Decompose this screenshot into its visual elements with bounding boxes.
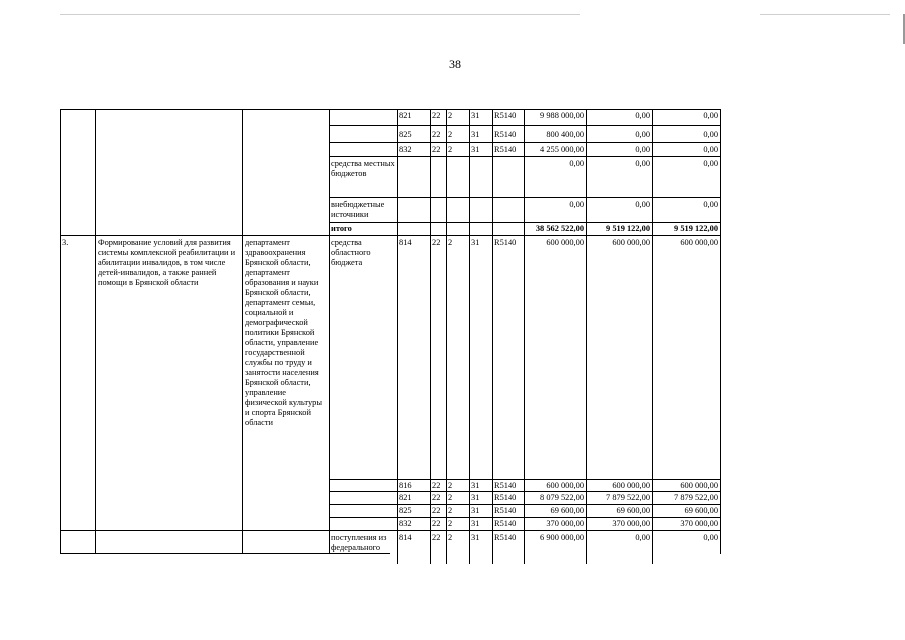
cell-gr: 832 bbox=[399, 145, 412, 154]
cell-value-3: 600 000,00 bbox=[680, 481, 718, 490]
cell-value-2: 0,00 bbox=[635, 200, 650, 209]
cell-value-1: 800 400,00 bbox=[546, 130, 584, 139]
cell-value-2: 600 000,00 bbox=[612, 481, 650, 490]
cell-value-1: 370 000,00 bbox=[546, 519, 584, 528]
cell-cs-part: 31 bbox=[471, 493, 480, 502]
cell-value-1: 0,00 bbox=[569, 200, 584, 209]
cell-value-2: 370 000,00 bbox=[612, 519, 650, 528]
total-label: итого bbox=[331, 224, 352, 233]
cell-value-3: 0,00 bbox=[703, 159, 718, 168]
cell-value-3: 69 600,00 bbox=[684, 506, 718, 515]
cell-cs-part: 31 bbox=[471, 111, 480, 120]
cell-value-3: 0,00 bbox=[703, 111, 718, 120]
cell-rz: 22 bbox=[432, 111, 441, 120]
cell-cs-code: R5140 bbox=[494, 145, 517, 154]
scan-artifact-line bbox=[760, 14, 890, 15]
cell-gr: 814 bbox=[399, 533, 412, 542]
cell-pr: 2 bbox=[448, 481, 453, 490]
total-value-3: 9 519 122,00 bbox=[674, 224, 718, 233]
item-title: Формирование условий для развития системы комплексной реабилитации и абилитации инвалидов, в том числе детей-инвалидов, а также ранней помощи в Брянской области bbox=[98, 238, 236, 287]
cell-pr: 2 bbox=[448, 506, 453, 515]
cell-value-1: 600 000,00 bbox=[546, 238, 584, 247]
cell-pr: 2 bbox=[448, 493, 453, 502]
cell-value-3: 0,00 bbox=[703, 200, 718, 209]
cell-cs-code: R5140 bbox=[494, 481, 517, 490]
cell-value-1: 600 000,00 bbox=[546, 481, 584, 490]
cell-gr: 821 bbox=[399, 111, 412, 120]
cell-rz: 22 bbox=[432, 481, 441, 490]
cell-cs-part: 31 bbox=[471, 145, 480, 154]
cell-value-3: 0,00 bbox=[703, 130, 718, 139]
cell-value-2: 0,00 bbox=[635, 159, 650, 168]
cell-cs-part: 31 bbox=[471, 533, 480, 542]
cell-rz: 22 bbox=[432, 130, 441, 139]
cell-pr: 2 bbox=[448, 533, 453, 542]
cell-cs-code: R5140 bbox=[494, 533, 517, 542]
cell-value-2: 0,00 bbox=[635, 145, 650, 154]
cell-pr: 2 bbox=[448, 145, 453, 154]
cell-cs-code: R5140 bbox=[494, 130, 517, 139]
funding-source-label: средства местных бюджетов bbox=[331, 159, 395, 178]
funding-source-label: поступления из федерального bbox=[331, 533, 387, 552]
cell-value-2: 69 600,00 bbox=[616, 506, 650, 515]
cell-gr: 816 bbox=[399, 481, 412, 490]
cell-rz: 22 bbox=[432, 145, 441, 154]
funding-source-label: средства областного бюджета bbox=[331, 238, 371, 267]
cell-pr: 2 bbox=[448, 519, 453, 528]
page-number: 38 bbox=[449, 57, 461, 71]
cell-gr: 825 bbox=[399, 130, 412, 139]
cell-rz: 22 bbox=[432, 506, 441, 515]
cell-gr: 832 bbox=[399, 519, 412, 528]
total-value-1: 38 562 522,00 bbox=[535, 224, 584, 233]
cell-pr: 2 bbox=[448, 111, 453, 120]
cell-cs-part: 31 bbox=[471, 238, 480, 247]
cell-cs-part: 31 bbox=[471, 130, 480, 139]
cell-cs-code: R5140 bbox=[494, 519, 517, 528]
cell-value-3: 7 879 522,00 bbox=[674, 493, 718, 502]
cell-cs-part: 31 bbox=[471, 506, 480, 515]
cell-cs-part: 31 bbox=[471, 519, 480, 528]
cell-cs-code: R5140 bbox=[494, 506, 517, 515]
cell-value-2: 0,00 bbox=[635, 111, 650, 120]
cell-value-2: 0,00 bbox=[635, 533, 650, 542]
cell-value-1: 9 988 000,00 bbox=[540, 111, 584, 120]
cell-pr: 2 bbox=[448, 130, 453, 139]
cell-pr: 2 bbox=[448, 238, 453, 247]
cell-value-2: 0,00 bbox=[635, 130, 650, 139]
item-number: 3. bbox=[62, 238, 69, 247]
cell-value-3: 370 000,00 bbox=[680, 519, 718, 528]
cell-value-1: 4 255 000,00 bbox=[540, 145, 584, 154]
cell-gr: 821 bbox=[399, 493, 412, 502]
cell-cs-part: 31 bbox=[471, 481, 480, 490]
total-value-2: 9 519 122,00 bbox=[606, 224, 650, 233]
cell-rz: 22 bbox=[432, 493, 441, 502]
funding-source-label: внебюджетные источники bbox=[331, 200, 385, 219]
cell-value-1: 6 900 000,00 bbox=[540, 533, 584, 542]
item-executor: департамент здравоохранения Брянской области, департамент образования и науки Брянской области, департамент семьи, социальной и демографической политики Брянской области, управление государственной службы по труду и занятости населения Брянской области, управление физической культуры и спорта Брянской области bbox=[245, 238, 322, 427]
cell-cs-code: R5140 bbox=[494, 111, 517, 120]
cell-value-1: 69 600,00 bbox=[550, 506, 584, 515]
cell-cs-code: R5140 bbox=[494, 238, 517, 247]
scan-artifact-line bbox=[60, 14, 580, 15]
cell-value-3: 0,00 bbox=[703, 145, 718, 154]
cell-rz: 22 bbox=[432, 519, 441, 528]
cell-value-2: 7 879 522,00 bbox=[606, 493, 650, 502]
cell-value-1: 8 079 522,00 bbox=[540, 493, 584, 502]
cell-gr: 825 bbox=[399, 506, 412, 515]
cell-rz: 22 bbox=[432, 238, 441, 247]
cell-gr: 814 bbox=[399, 238, 412, 247]
cell-value-3: 0,00 bbox=[703, 533, 718, 542]
cell-value-1: 0,00 bbox=[569, 159, 584, 168]
cell-value-3: 600 000,00 bbox=[680, 238, 718, 247]
cell-rz: 22 bbox=[432, 533, 441, 542]
cell-value-2: 600 000,00 bbox=[612, 238, 650, 247]
cell-cs-code: R5140 bbox=[494, 493, 517, 502]
